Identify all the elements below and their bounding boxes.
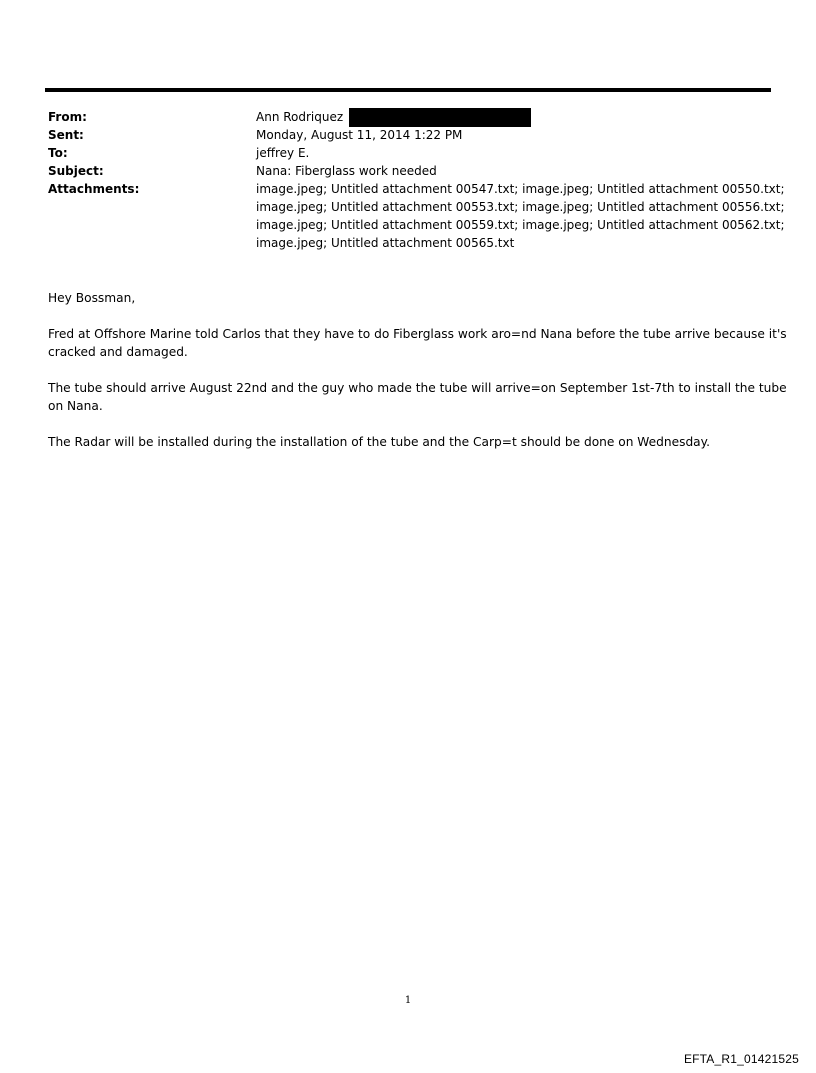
page-number: 1 (404, 995, 412, 1006)
body-line: on Nana. (48, 399, 103, 413)
bates-number: EFTA_R1_01421525 (683, 1052, 799, 1066)
attachments-value (256, 180, 785, 252)
body-paragraph-2 (48, 379, 787, 415)
body-paragraph-3 (48, 433, 778, 451)
from-label: From: (48, 110, 87, 124)
sent-label: Sent: (48, 128, 84, 142)
to-label: To: (48, 146, 68, 160)
attachment-line: image.jpeg; Untitled attachment 00559.txt; image.jpeg; Untitled attachment 00562.txt; (256, 218, 785, 232)
body-line: The Radar will be installed during the installation of the tube and the Carp=t should be done on Wednesday. (48, 435, 711, 449)
redaction-box (349, 108, 531, 127)
subject-value: Nana: Fiberglass work needed (256, 164, 437, 178)
body-line: cracked and damaged. (48, 345, 188, 359)
attachment-line: image.jpeg; Untitled attachment 00547.txt; image.jpeg; Untitled attachment 00550.txt; (256, 182, 785, 196)
body-line: Fred at Offshore Marine told Carlos that they have to do Fiberglass work aro=nd Nana before the tube arrive because it's (48, 327, 787, 341)
body-paragraph-1 (48, 325, 787, 361)
greeting-line: Hey Bossman, (48, 291, 136, 305)
to-value: jeffrey E. (256, 146, 310, 160)
attachments-label: Attachments: (48, 182, 140, 196)
subject-label: Subject: (48, 164, 104, 178)
sent-value: Monday, August 11, 2014 1:22 PM (256, 128, 463, 142)
attachment-line: image.jpeg; Untitled attachment 00565.txt (256, 236, 515, 250)
header-divider (45, 88, 771, 92)
body-line: The tube should arrive August 22nd and the guy who made the tube will arrive=on September 1st-7th to install the tube (48, 381, 787, 395)
attachment-line: image.jpeg; Untitled attachment 00553.txt; image.jpeg; Untitled attachment 00556.txt; (256, 200, 785, 214)
from-value: Ann Rodriquez (256, 110, 344, 124)
greeting (48, 289, 778, 307)
